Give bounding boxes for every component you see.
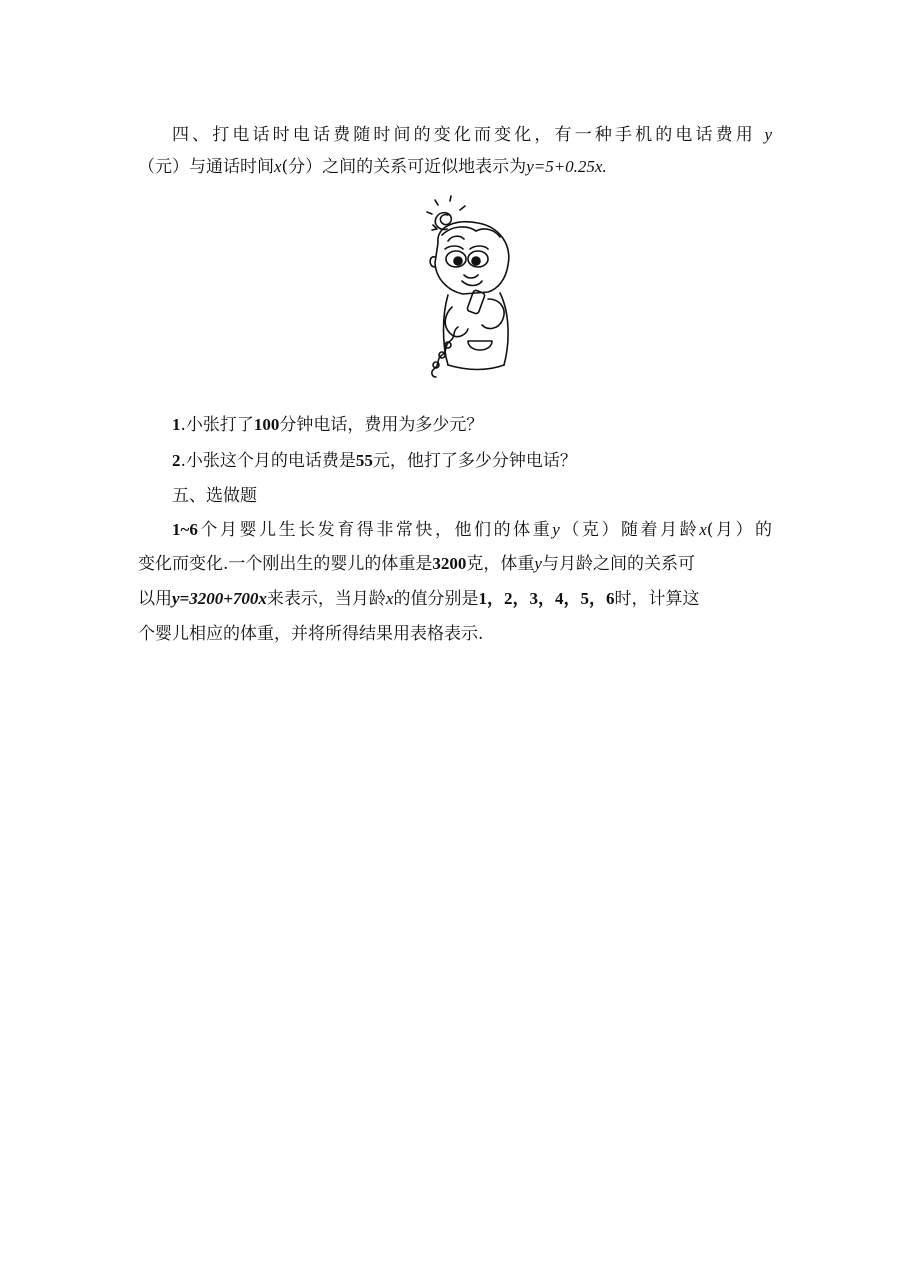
question-2 bbox=[172, 451, 577, 471]
var-y: y bbox=[552, 520, 560, 539]
question-text: .小张这个月的电话费是 bbox=[180, 451, 356, 471]
var-x: x bbox=[699, 520, 707, 539]
section5-text: 变化而变化.一个刚出生的婴儿的体重是 bbox=[138, 554, 433, 574]
section5-text: 时，计算这 bbox=[614, 589, 700, 609]
formula: y=3200+700x bbox=[172, 589, 267, 608]
section5-text: 个月婴儿生长发育得非常快，他们的体重 bbox=[197, 520, 553, 540]
section5-line3 bbox=[138, 589, 699, 609]
section4-text: 四、打电话时电话费随时间的变化而变化，有一种手机的电话费用 bbox=[172, 125, 756, 145]
section5-text: （克）随着月龄 bbox=[559, 520, 700, 540]
var-y: y bbox=[534, 554, 542, 573]
section4-line1 bbox=[172, 125, 772, 145]
section4-text: （元）与通话时间 bbox=[138, 157, 274, 177]
section5-text: 以用 bbox=[138, 589, 172, 609]
section5-text: 的值分别是 bbox=[393, 589, 479, 609]
question-1 bbox=[172, 415, 483, 435]
formula: y=5+0.25x. bbox=[526, 157, 607, 176]
section5-text: (月）的 bbox=[706, 520, 773, 540]
section5-text: 与月龄之间的关系可 bbox=[541, 554, 695, 574]
section5-line2 bbox=[138, 554, 695, 574]
var-x: x bbox=[385, 589, 394, 608]
age-range: 1~6 bbox=[172, 520, 198, 539]
month-values: 1，2，3，4，5，6 bbox=[478, 589, 615, 608]
var-y: y bbox=[764, 125, 773, 144]
cartoon-child-phone-icon bbox=[418, 195, 526, 385]
section4-line2 bbox=[138, 157, 607, 177]
question-value: 100 bbox=[253, 415, 280, 434]
section5-heading: 五、选做题 bbox=[172, 486, 257, 506]
question-text: 元，他打了多少分钟电话？ bbox=[372, 451, 577, 471]
section5-line4: 个婴儿相应的体重，并将所得结果用表格表示. bbox=[138, 624, 484, 644]
question-number: 1 bbox=[172, 415, 181, 434]
section5-text: 克，体重 bbox=[466, 554, 535, 574]
section5-line1 bbox=[172, 520, 772, 540]
question-text: .小张打了 bbox=[180, 415, 254, 435]
var-x: x bbox=[274, 157, 282, 176]
question-text: 分钟电话，费用为多少元？ bbox=[279, 415, 484, 435]
question-value: 55 bbox=[355, 451, 373, 470]
section4-text: (分）之间的关系可近似地表示为 bbox=[281, 157, 527, 177]
birth-weight: 3200 bbox=[432, 554, 467, 573]
question-number: 2 bbox=[172, 451, 181, 470]
section5-text: 来表示，当月龄 bbox=[266, 589, 386, 609]
